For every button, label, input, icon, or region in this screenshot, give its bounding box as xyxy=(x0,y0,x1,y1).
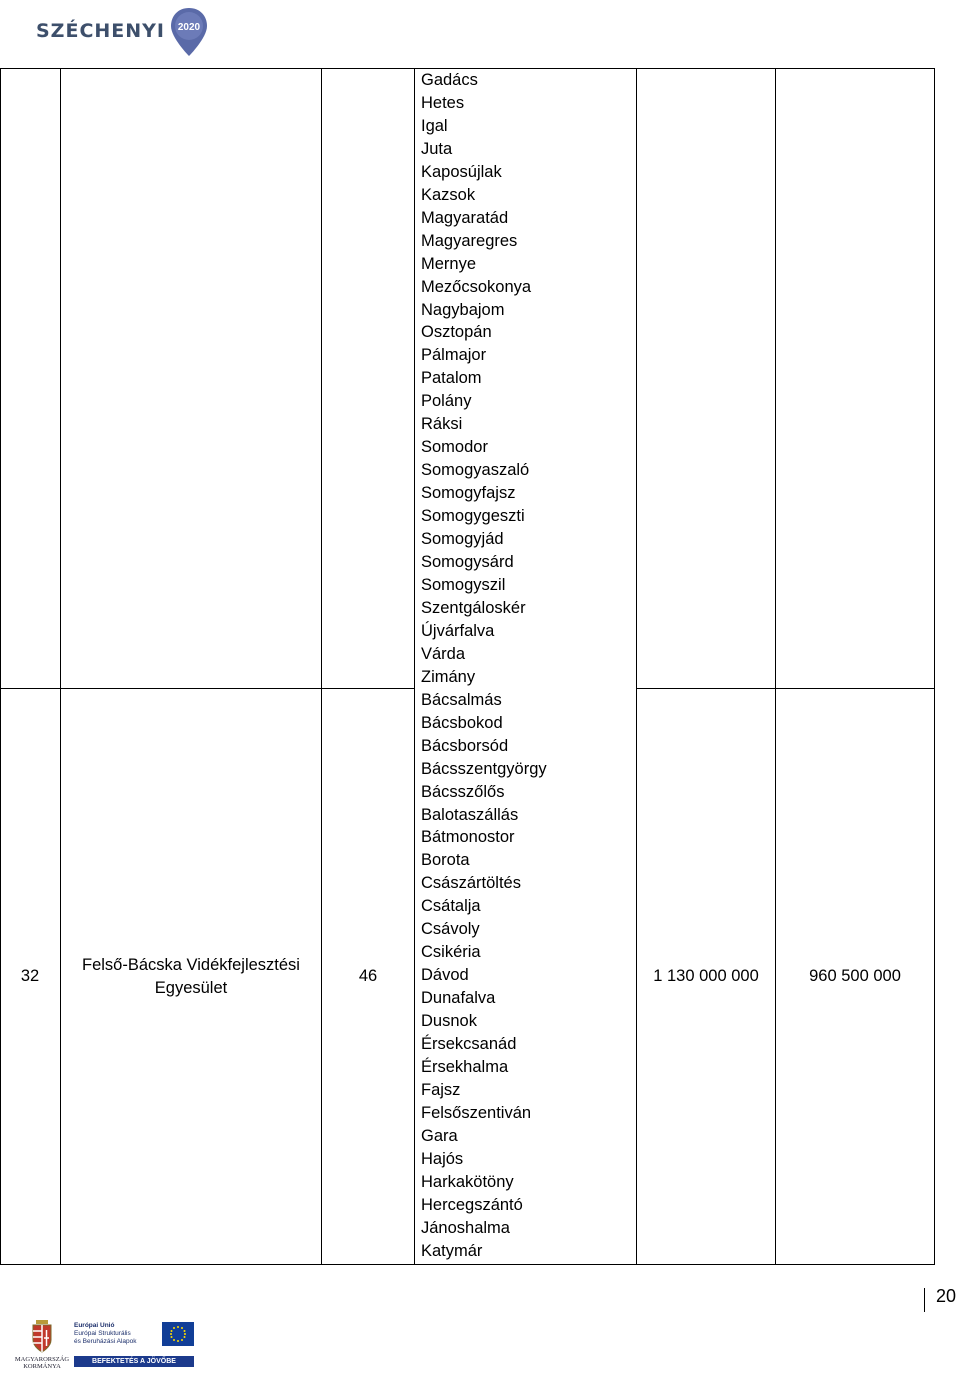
list-item: Somogysárd xyxy=(421,553,514,572)
list-item: Hercegszántó xyxy=(421,1195,523,1214)
eu-banner: BEFEKTETÉS A JÖVŐBE xyxy=(74,1356,194,1367)
list-item: Dávod xyxy=(421,966,469,985)
hungarian-crest-icon xyxy=(14,1316,70,1356)
table-bottom-border xyxy=(0,1264,935,1265)
list-item: Juta xyxy=(421,139,453,158)
list-item: Patalom xyxy=(421,369,482,388)
row-number: 32 xyxy=(20,967,40,985)
footer-logos xyxy=(14,1316,189,1372)
settlement-count: 46 xyxy=(358,967,378,985)
list-item: Somogyfajsz xyxy=(421,484,516,503)
list-item: Zimány xyxy=(421,667,476,686)
list-item: Bácsszőlős xyxy=(421,782,505,801)
szechenyi-2020-logo xyxy=(36,6,209,56)
list-item: Szentgáloskér xyxy=(421,598,526,617)
page-number: 20 xyxy=(935,1286,956,1306)
list-item: Dusnok xyxy=(421,1012,477,1031)
eu-label-line1: Európai Unió xyxy=(74,1322,115,1329)
list-item: Balotaszállás xyxy=(421,805,519,824)
list-item: Harkakötöny xyxy=(421,1172,514,1191)
list-item: Érsekcsanád xyxy=(421,1035,517,1054)
list-item: Gadács xyxy=(421,71,478,89)
list-item: Bácsalmás xyxy=(421,690,502,709)
col-border-4 xyxy=(636,68,637,1265)
list-item: Nagybajom xyxy=(421,300,505,319)
eu-flag-icon xyxy=(162,1322,194,1346)
amount-support: 960 500 000 xyxy=(809,967,901,985)
list-item: Újvárfalva xyxy=(421,621,495,640)
location-pin-icon xyxy=(169,6,209,58)
eu-funds-label xyxy=(74,1322,194,1354)
list-item: Pálmajor xyxy=(421,346,487,365)
list-item: Kaposújlak xyxy=(421,162,502,181)
list-item: Somodor xyxy=(421,438,488,457)
col-border-6 xyxy=(934,68,935,1265)
list-item: Fajsz xyxy=(421,1080,461,1099)
crest-label-line1: MAGYARORSZÁG xyxy=(14,1356,70,1363)
col-border-1 xyxy=(60,68,61,1265)
list-item: Magyaratád xyxy=(421,208,509,227)
list-item: Csikéria xyxy=(421,943,481,962)
list-item: Somogyjád xyxy=(421,530,504,549)
list-item: Magyaregres xyxy=(421,231,518,250)
row-divider-a xyxy=(0,688,415,689)
list-item: Katymár xyxy=(421,1241,483,1260)
list-item: Bátmonostor xyxy=(421,828,515,847)
list-item: Polány xyxy=(421,392,472,411)
list-item: Jánoshalma xyxy=(421,1218,510,1237)
eu-label-line2: Európai Strukturális xyxy=(74,1330,131,1337)
list-item: Érsekhalma xyxy=(421,1057,509,1076)
eu-label-line3: és Beruházási Alapok xyxy=(74,1338,137,1345)
settlement-list xyxy=(421,69,547,1263)
crest-label-line2: KORMÁNYA xyxy=(23,1363,61,1370)
page-number-divider xyxy=(924,1288,925,1312)
list-item: Várda xyxy=(421,644,466,663)
list-item: Mernye xyxy=(421,254,477,273)
col-border-2 xyxy=(321,68,322,1265)
list-item: Osztopán xyxy=(421,323,492,342)
list-item: Somogyszil xyxy=(421,575,506,594)
list-item: Császártöltés xyxy=(421,874,521,893)
list-item: Hajós xyxy=(421,1149,464,1168)
list-item: Ráksi xyxy=(421,415,463,434)
logo-year: 2020 xyxy=(177,22,201,33)
organization-name-line1: Felső-Bácska Vidékfejlesztési xyxy=(82,956,300,974)
list-item: Hetes xyxy=(421,93,465,112)
list-item: Kazsok xyxy=(421,185,476,204)
amount-total: 1 130 000 000 xyxy=(653,967,759,985)
list-item: Gara xyxy=(421,1126,458,1145)
list-item: Borota xyxy=(421,851,470,870)
list-item: Felsőszentiván xyxy=(421,1103,532,1122)
list-item: Dunafalva xyxy=(421,989,496,1008)
col-border-0 xyxy=(0,68,1,1265)
organization-name xyxy=(61,954,321,1000)
list-item: Somogyaszaló xyxy=(421,461,530,480)
list-item: Csávoly xyxy=(421,920,480,939)
list-item: Mezőcsokonya xyxy=(421,277,532,296)
col-border-5 xyxy=(775,68,776,1265)
crest-label xyxy=(14,1356,70,1370)
list-item: Bácsszentgyörgy xyxy=(421,759,547,778)
row-divider-b xyxy=(636,688,935,689)
col-border-3 xyxy=(414,68,415,1265)
list-item: Igal xyxy=(421,116,448,135)
organization-name-line2: Egyesület xyxy=(154,979,228,997)
logo-text: SZÉCHENYI xyxy=(36,20,165,42)
list-item: Bácsborsód xyxy=(421,736,509,755)
list-item: Csátalja xyxy=(421,897,481,916)
list-item: Bácsbokod xyxy=(421,713,503,732)
list-item: Somogygeszti xyxy=(421,507,525,526)
